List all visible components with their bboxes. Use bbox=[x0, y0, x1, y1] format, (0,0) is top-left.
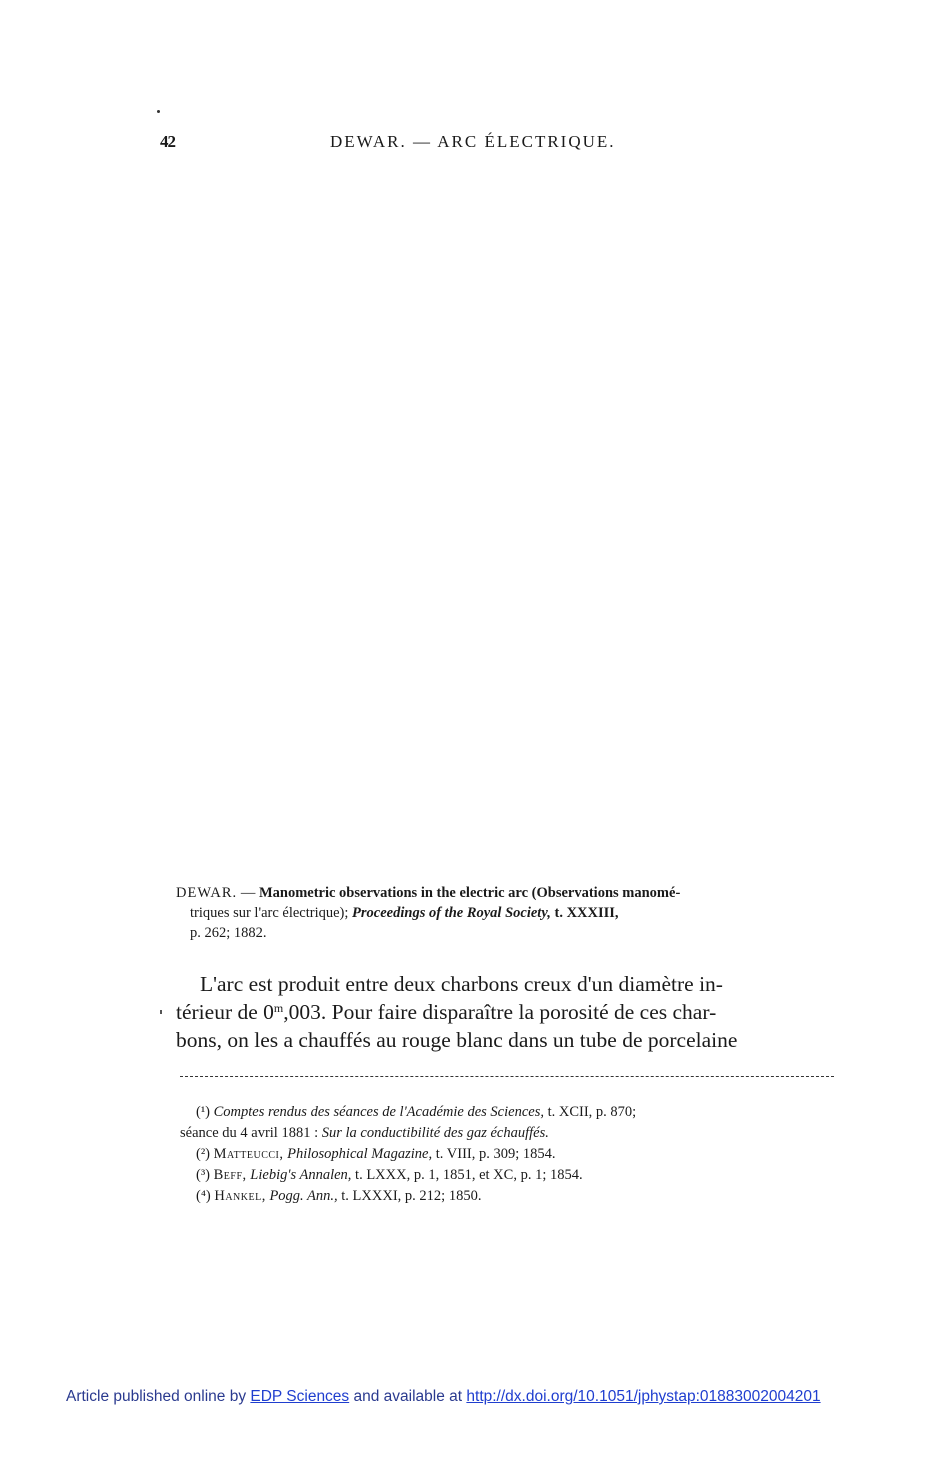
publisher-middle: and available at bbox=[349, 1388, 467, 1405]
citation-title: Manometric observations in the electric arc (Observations manomé- bbox=[258, 885, 681, 901]
footnote-1-line-2-pre: séance du 4 avril 1881 : bbox=[180, 1125, 322, 1141]
citation-title-cont: triques sur l'arc électrique); bbox=[190, 905, 349, 921]
footnote-2-author: Matteucci, bbox=[213, 1146, 284, 1162]
body-line-2-sup: m bbox=[273, 1001, 284, 1015]
footnote-3 bbox=[180, 1165, 840, 1186]
body-line-2 bbox=[176, 998, 836, 1026]
body-line-1: L'arc est produit entre deux charbons creux d'un diamètre in- bbox=[200, 972, 723, 996]
citation-line-2 bbox=[176, 903, 836, 923]
edp-sciences-link[interactable]: EDP Sciences bbox=[250, 1388, 350, 1405]
footnote-1 bbox=[180, 1102, 840, 1123]
body-paragraph bbox=[176, 970, 836, 1054]
margin-mark bbox=[160, 1010, 162, 1014]
body-line-2-post: ,003. Pour faire disparaître la porosité de ces char- bbox=[283, 1000, 717, 1024]
body-line-2-pre: térieur de 0 bbox=[176, 1000, 274, 1024]
running-head: DEWAR. — ARC ÉLECTRIQUE. bbox=[330, 132, 616, 151]
footnote-2-mark: (²) bbox=[196, 1146, 211, 1162]
footnote-rule bbox=[180, 1076, 834, 1077]
footnote-1-line-2 bbox=[180, 1123, 840, 1144]
footnote-4-rest: t. LXXXI, p. 212; 1850. bbox=[337, 1188, 482, 1204]
footnote-2-italic: Philosophical Magazine, bbox=[287, 1146, 433, 1162]
footnote-4-italic: Pogg. Ann., bbox=[269, 1188, 338, 1204]
footnote-1-rest: t. XCII, p. 870; bbox=[543, 1104, 637, 1120]
citation-pages: p. 262; 1882. bbox=[190, 925, 267, 941]
footnote-1-italic: Comptes rendus des séances de l'Académie des Sciences, bbox=[213, 1104, 544, 1120]
footnote-2-rest: t. VIII, p. 309; 1854. bbox=[432, 1146, 556, 1162]
footnote-2 bbox=[180, 1144, 840, 1165]
footnote-1-line-2-italic: Sur la conductibilité des gaz échauffés. bbox=[321, 1125, 549, 1141]
doi-link[interactable]: http://dx.doi.org/10.1051/jphystap:01883002004201 bbox=[466, 1388, 821, 1405]
citation-volume: t. XXXIII, bbox=[550, 905, 619, 921]
page-speck bbox=[157, 110, 160, 113]
footnote-4-author: Hankel, bbox=[214, 1188, 266, 1204]
publisher-prefix: Article published online by bbox=[66, 1388, 251, 1405]
footnotes bbox=[180, 1102, 840, 1207]
footnote-3-author: Beff, bbox=[213, 1167, 247, 1183]
footnote-3-rest: t. LXXX, p. 1, 1851, et XC, p. 1; 1854. bbox=[351, 1167, 583, 1183]
publisher-notice bbox=[66, 1388, 821, 1406]
article-citation bbox=[176, 883, 836, 943]
page-number: 42 bbox=[160, 132, 175, 151]
citation-dash: — bbox=[237, 885, 259, 901]
footnote-4-mark: (⁴) bbox=[196, 1188, 211, 1204]
citation-author: DEWAR. bbox=[176, 885, 238, 901]
footnote-1-mark: (¹) bbox=[196, 1104, 211, 1120]
body-line-3: bons, on les a chauffés au rouge blanc dans un tube de porcelaine bbox=[176, 1028, 738, 1052]
footnote-4 bbox=[180, 1186, 840, 1207]
citation-journal: Proceedings of the Royal Society, bbox=[352, 905, 551, 921]
footnote-3-italic: Liebig's Annalen, bbox=[250, 1167, 352, 1183]
footnote-3-mark: (³) bbox=[196, 1167, 211, 1183]
